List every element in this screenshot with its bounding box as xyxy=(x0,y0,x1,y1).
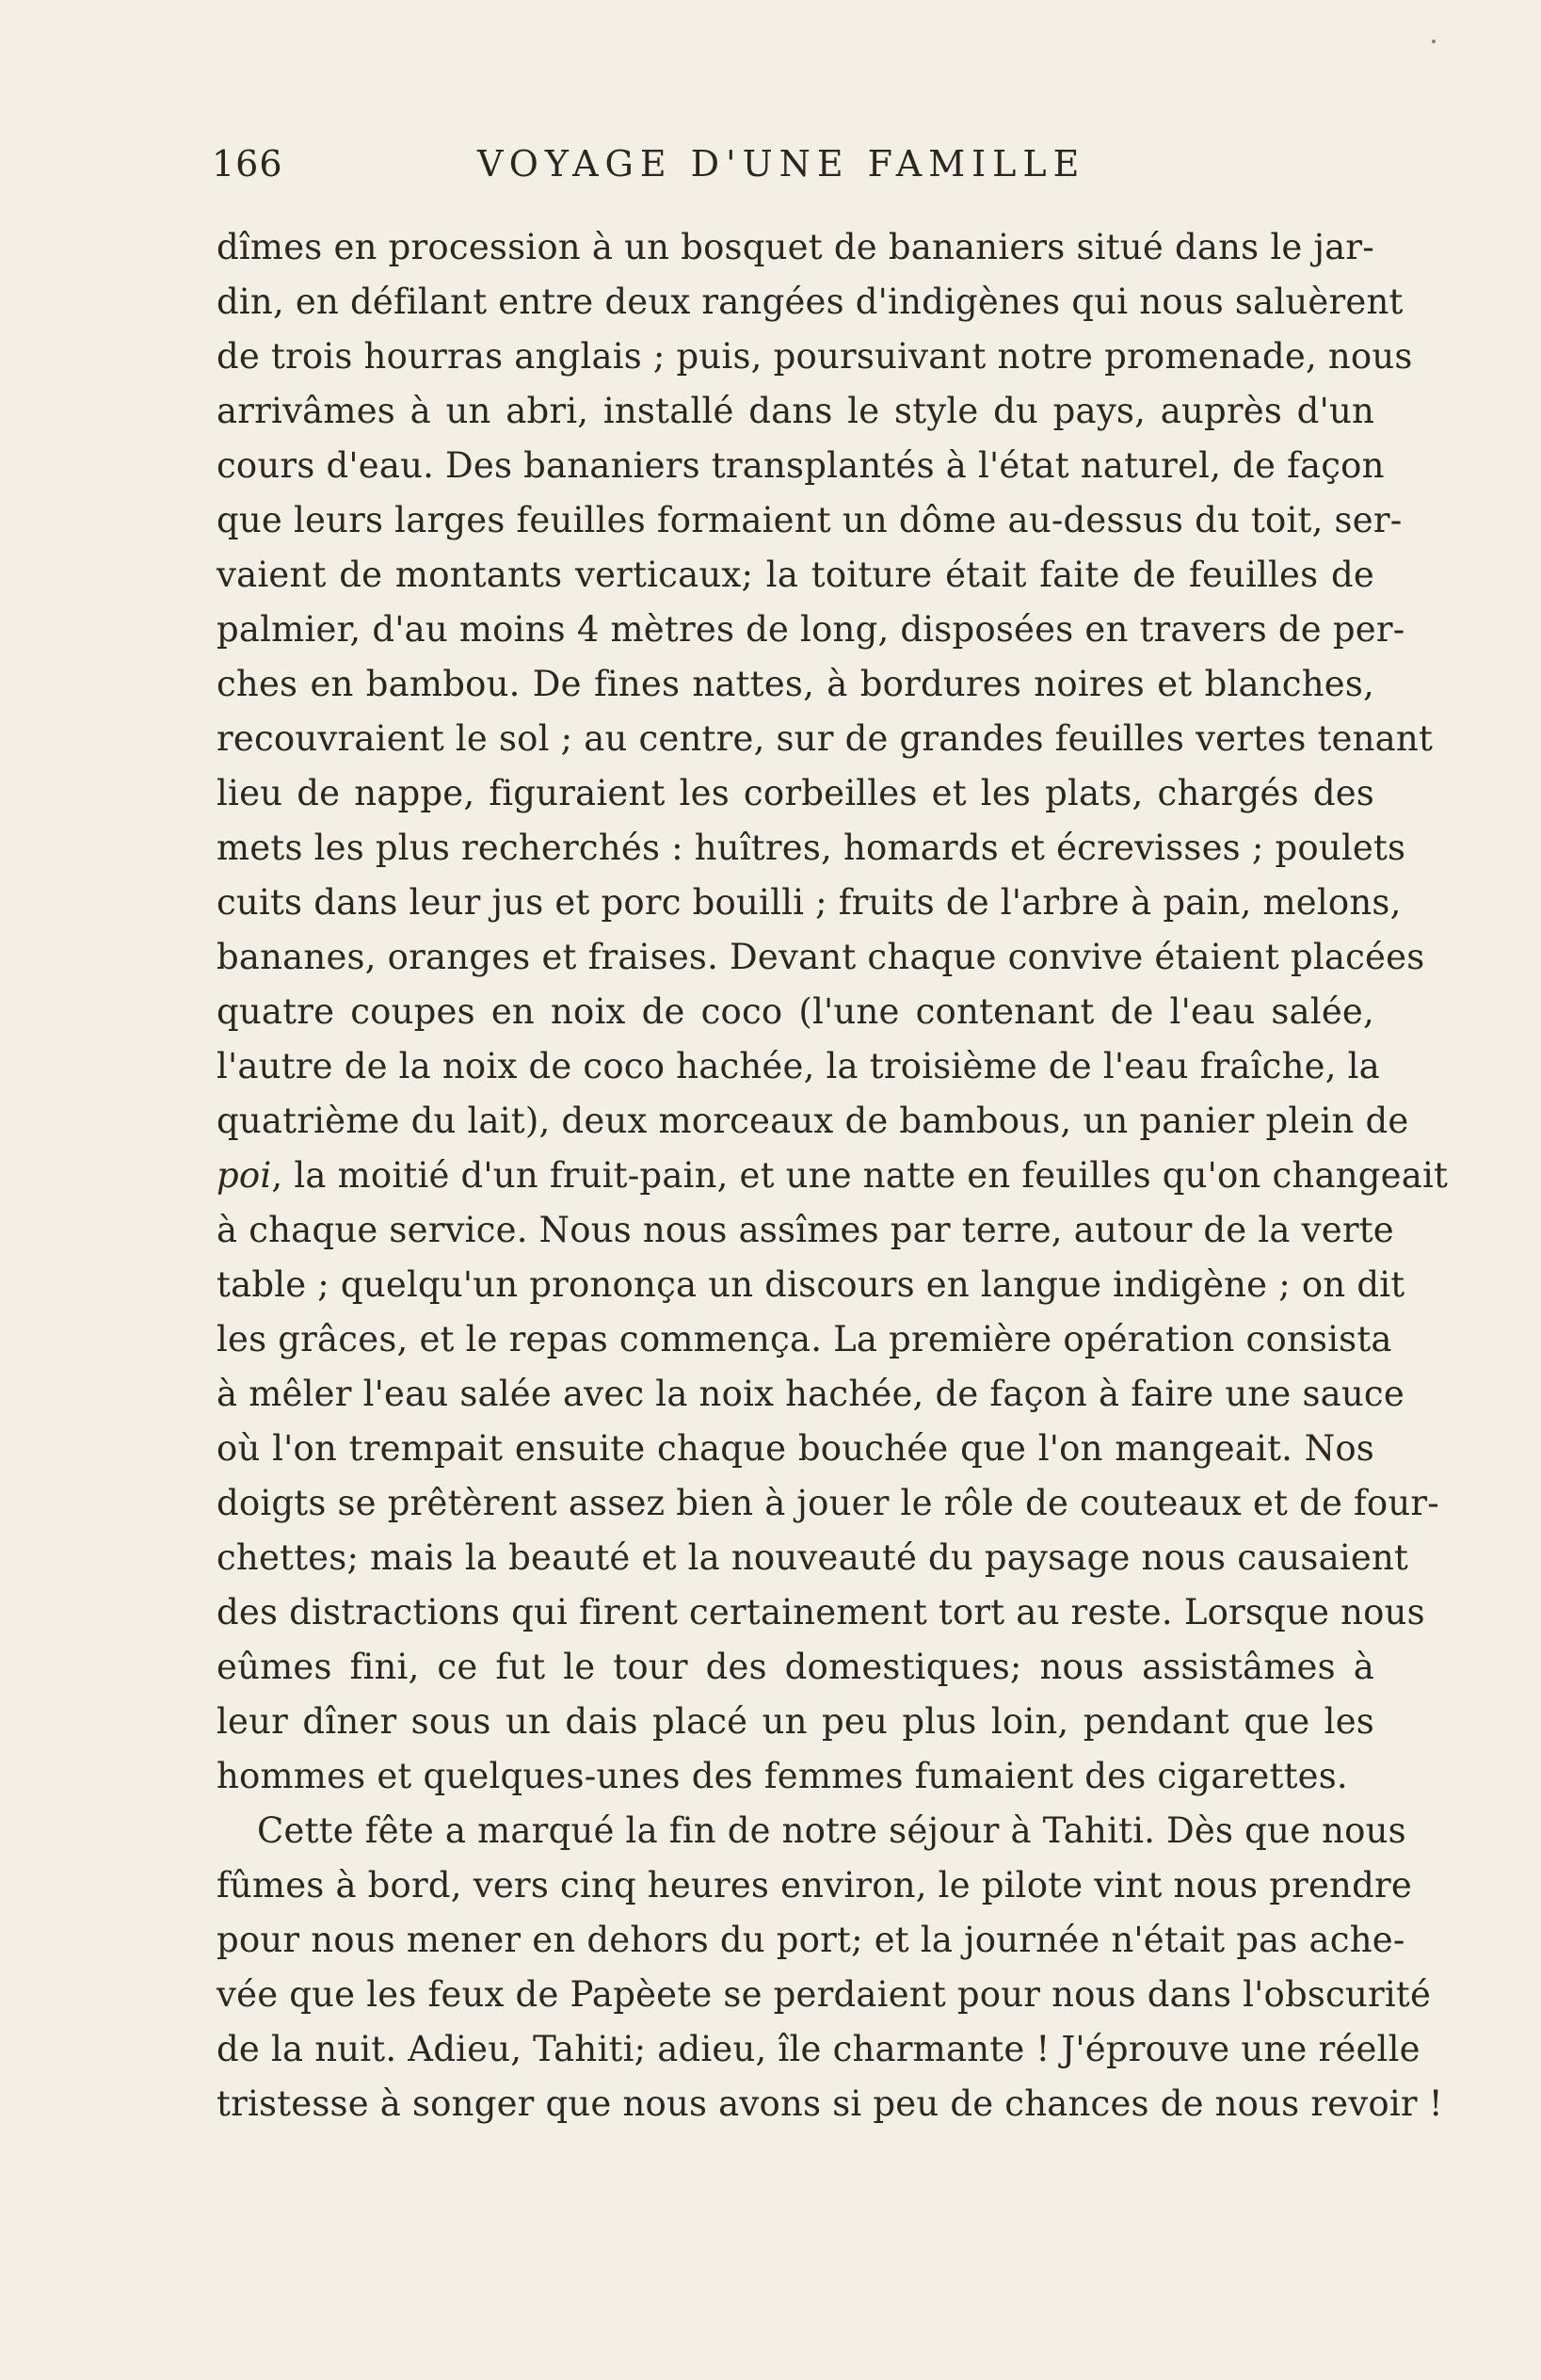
text-line: doigts se prêtèrent assez bien à jouer le rôle de couteaux et de four- xyxy=(217,1483,1440,1523)
text-line: de trois hourras anglais ; puis, poursuivant notre promenade, nous xyxy=(217,336,1413,377)
text-line: à mêler l'eau salée avec la noix hachée, de façon à faire une sauce xyxy=(217,1374,1405,1414)
text-line: vaient de montants verticaux; la toiture était faite de feuilles de xyxy=(217,555,1374,595)
text-line: dîmes en procession à un bosquet de bananiers situé dans le jar- xyxy=(217,227,1374,267)
text-line: mets les plus recherchés : huîtres, homards et écrevisses ; poulets xyxy=(217,828,1406,868)
text-line: eûmes fini, ce fut le tour des domestiques; nous assistâmes à xyxy=(217,1647,1374,1687)
text-line: vée que les feux de Papèete se perdaient pour nous dans l'obscurité xyxy=(217,1974,1432,2015)
body-text xyxy=(217,220,1449,2131)
text-line: où l'on trempait ensuite chaque bouchée que l'on mangeait. Nos xyxy=(217,1428,1374,1469)
text-line: din, en défilant entre deux rangées d'indigènes qui nous saluèrent xyxy=(217,281,1404,322)
text-line: les grâces, et le repas commença. La première opération consista xyxy=(217,1319,1392,1359)
text-line: fûmes à bord, vers cinq heures environ, le pilote vint nous prendre xyxy=(217,1865,1412,1906)
text-line: tristesse à songer que nous avons si peu de chances de nous revoir ! xyxy=(217,2083,1443,2124)
text-line: à chaque service. Nous nous assîmes par terre, autour de la verte xyxy=(217,1210,1394,1250)
text-line: ches en bambou. De fines nattes, à bordures noires et blanches, xyxy=(217,664,1374,704)
text-line: leur dîner sous un dais placé un peu plus loin, pendant que les xyxy=(217,1701,1374,1742)
text-line: hommes et quelques-unes des femmes fumaient des cigarettes. xyxy=(217,1756,1348,1796)
text-line: table ; quelqu'un prononça un discours en langue indigène ; on dit xyxy=(217,1264,1405,1305)
text-line: pour nous mener en dehors du port; et la journée n'était pas ache- xyxy=(217,1920,1405,1960)
page-header xyxy=(212,143,1341,200)
text-line: Cette fête a marqué la fin de notre séjour à Tahiti. Dès que nous xyxy=(257,1810,1406,1851)
text-line: chettes; mais la beauté et la nouveauté du paysage nous causaient xyxy=(217,1537,1409,1578)
running-head: VOYAGE D'UNE FAMILLE xyxy=(477,143,1086,185)
text-line: cours d'eau. Des bananiers transplantés à l'état naturel, de façon xyxy=(217,445,1385,486)
text-line: arrivâmes à un abri, installé dans le style du pays, auprès d'un xyxy=(217,391,1374,431)
paper-speck xyxy=(1432,40,1436,43)
text-line: cuits dans leur jus et porc bouilli ; fruits de l'arbre à pain, melons, xyxy=(217,882,1402,923)
text-line: bananes, oranges et fraises. Devant chaque convive étaient placées xyxy=(217,937,1425,977)
text-line: de la nuit. Adieu, Tahiti; adieu, île charmante ! J'éprouve une réelle xyxy=(217,2029,1421,2069)
text-line: quatre coupes en noix de coco (l'une contenant de l'eau salée, xyxy=(217,991,1374,1032)
text-line: poi, la moitié d'un fruit-pain, et une natte en feuilles qu'on changeait xyxy=(217,1155,1449,1196)
text-line: quatrième du lait), deux morceaux de bambous, un panier plein de xyxy=(217,1101,1409,1141)
page-number: 166 xyxy=(212,143,283,185)
text-line: l'autre de la noix de coco hachée, la troisième de l'eau fraîche, la xyxy=(217,1046,1380,1086)
text-line: lieu de nappe, figuraient les corbeilles et les plats, chargés des xyxy=(217,773,1374,813)
text-line: palmier, d'au moins 4 mètres de long, disposées en travers de per- xyxy=(217,609,1405,650)
italic-word: poi xyxy=(217,1155,272,1196)
text-line: des distractions qui firent certainement tort au reste. Lorsque nous xyxy=(217,1592,1425,1632)
text-line: recouvraient le sol ; au centre, sur de grandes feuilles vertes tenant xyxy=(217,718,1434,759)
text-line: que leurs larges feuilles formaient un dôme au-dessus du toit, ser- xyxy=(217,500,1403,540)
